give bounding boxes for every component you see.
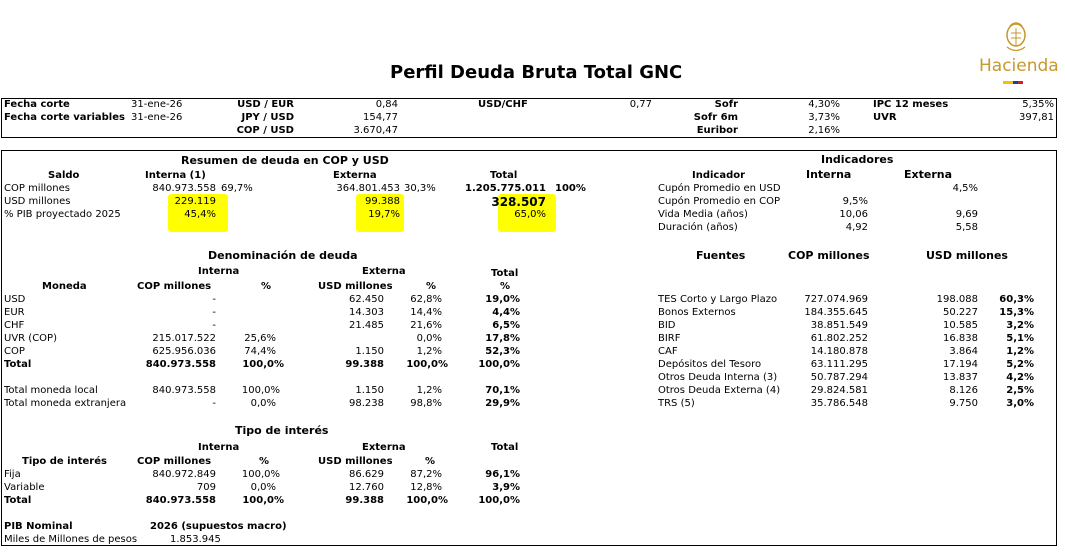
- fuente-pct: 3,2%: [1006, 320, 1034, 331]
- resumen-row-label: % PIB proyectado 2025: [4, 209, 121, 220]
- denominacion-h-pct3: %: [500, 281, 511, 292]
- denominacion-h-externa: Externa: [362, 266, 406, 277]
- fuentes-title: Fuentes: [696, 249, 746, 262]
- uvr-label: UVR: [873, 112, 897, 123]
- indicador-label: Vida Media (años): [658, 209, 748, 220]
- indicador-externa: 5,58: [955, 222, 978, 233]
- denominacion-cell: 1,2%: [416, 346, 442, 357]
- fuente-usd: 17.194: [943, 359, 978, 370]
- page-title: Perfil Deuda Bruta Total GNC: [390, 62, 683, 83]
- fuente-pct: 5,2%: [1006, 359, 1034, 370]
- interes-cell: 840.973.558: [145, 495, 216, 506]
- fuente-cop: 38.851.549: [810, 320, 868, 331]
- resumen-cell: 69,7%: [221, 183, 253, 194]
- coat-of-arms-icon: [1002, 20, 1030, 54]
- denominacion-cell: 14.303: [349, 307, 384, 318]
- denominacion-h-usd: USD millones: [318, 281, 393, 292]
- interes-cell: 709: [196, 482, 216, 493]
- interes-row-label: Fija: [4, 469, 21, 480]
- resumen-cell: 100%: [555, 183, 586, 194]
- resumen-row-label: USD millones: [4, 196, 71, 207]
- fuente-usd: 10.585: [943, 320, 978, 331]
- fuente-pct: 15,3%: [999, 307, 1034, 318]
- fuente-usd: 13.837: [943, 372, 978, 383]
- logo-text: Hacienda: [979, 56, 1059, 76]
- resumen-cell: 229.119: [174, 196, 216, 207]
- denominacion-cell: 99.388: [345, 359, 384, 370]
- usd-chf-value: 0,77: [629, 99, 652, 110]
- interes-cell: 100,0%: [406, 495, 448, 506]
- interes-cell: 12.760: [349, 482, 384, 493]
- pib-year-label: 2026 (supuestos macro): [150, 521, 287, 532]
- denominacion-row-label: USD: [4, 294, 26, 305]
- fuente-usd: 8.126: [949, 385, 978, 396]
- resumen-h-interna: Interna (1): [145, 170, 206, 181]
- fuente-label: BIRF: [658, 333, 681, 344]
- fuente-cop: 14.180.878: [810, 346, 868, 357]
- fuente-cop: 727.074.969: [804, 294, 868, 305]
- fuente-cop: 35.786.548: [810, 398, 868, 409]
- denominacion-row-label: COP: [4, 346, 25, 357]
- resumen-h-saldo: Saldo: [48, 170, 80, 181]
- denominacion-row-label: Total moneda local: [4, 385, 98, 396]
- interes-cell: 99.388: [345, 495, 384, 506]
- denominacion-cell: 840.973.558: [152, 385, 216, 396]
- fuente-cop: 61.802.252: [810, 333, 868, 344]
- denominacion-cell: 215.017.522: [152, 333, 216, 344]
- interes-cell: 96,1%: [485, 469, 520, 480]
- fuente-usd: 9.750: [949, 398, 978, 409]
- flag-stripe-yellow: [1003, 81, 1013, 84]
- resumen-h-total: Total: [490, 170, 518, 181]
- denominacion-cell: 74,4%: [244, 346, 276, 357]
- indicadores-title: Indicadores: [821, 153, 894, 166]
- pib-label: PIB Nominal: [4, 521, 73, 532]
- interes-cell: 100,0%: [478, 495, 520, 506]
- denominacion-cell: 21,6%: [410, 320, 442, 331]
- interes-title: Tipo de interés: [235, 424, 329, 437]
- indicador-externa: 4,5%: [952, 183, 978, 194]
- denominacion-cell: 17,8%: [485, 333, 520, 344]
- interes-h-externa: Externa: [362, 442, 406, 453]
- denominacion-title: Denominación de deuda: [208, 249, 358, 262]
- fuente-label: TRS (5): [658, 398, 695, 409]
- interes-cell: 100,0%: [241, 469, 280, 480]
- denominacion-cell: 14,4%: [410, 307, 442, 318]
- denominacion-cell: 625.956.036: [152, 346, 216, 357]
- denominacion-cell: 0,0%: [416, 333, 442, 344]
- cop-usd-value: 3.670,47: [353, 125, 398, 136]
- resumen-cell: 65,0%: [514, 209, 546, 220]
- usd-eur-value: 0,84: [375, 99, 398, 110]
- denominacion-row-label: UVR (COP): [4, 333, 57, 344]
- denominacion-row-label: Total: [4, 359, 32, 370]
- fuente-cop: 63.111.295: [810, 359, 868, 370]
- resumen-cell: 364.801.453: [336, 183, 400, 194]
- ipc-label: IPC 12 meses: [873, 99, 949, 110]
- denominacion-cell: 0,0%: [250, 398, 276, 409]
- denominacion-row-label: Total moneda extranjera: [4, 398, 127, 409]
- indicador-label: Cupón Promedio en USD: [658, 183, 781, 194]
- sofr6m-value: 3,73%: [808, 112, 840, 123]
- indicadores-h-indicador: Indicador: [692, 170, 746, 181]
- sofr-label: Sofr: [714, 99, 738, 110]
- interes-row-label: Total: [4, 495, 32, 506]
- interes-cell: 3,9%: [492, 482, 520, 493]
- fuentes-h-cop: COP millones: [788, 249, 870, 262]
- interes-cell: 0,0%: [250, 482, 276, 493]
- denominacion-cell: 100,0%: [241, 385, 280, 396]
- fuente-label: Otros Deuda Interna (3): [658, 372, 778, 383]
- denominacion-cell: 1.150: [355, 346, 384, 357]
- indicador-interna: 4,92: [845, 222, 868, 233]
- denominacion-cell: 840.973.558: [145, 359, 216, 370]
- euribor-label: Euribor: [696, 125, 738, 136]
- denominacion-cell: 62.450: [349, 294, 384, 305]
- fuente-pct: 4,2%: [1006, 372, 1034, 383]
- resumen-row-label: COP millones: [4, 183, 70, 194]
- denominacion-cell: 4,4%: [492, 307, 520, 318]
- fecha-corte-value: 31-ene-26: [131, 99, 183, 110]
- denominacion-h-interna: Interna: [198, 266, 240, 277]
- cop-usd-label: COP / USD: [236, 125, 294, 136]
- denominacion-cell: 98.238: [349, 398, 384, 409]
- interes-h-cop: COP millones: [137, 456, 212, 467]
- fecha-corte-var-value: 31-ene-26: [131, 112, 183, 123]
- denominacion-cell: 1.150: [355, 385, 384, 396]
- indicadores-h-interna: Interna: [806, 168, 852, 181]
- usd-chf-label: USD/CHF: [478, 99, 528, 110]
- denominacion-h-total: Total: [491, 268, 519, 279]
- fuente-usd: 198.088: [936, 294, 978, 305]
- denominacion-cell: 100,0%: [478, 359, 520, 370]
- fuente-label: Bonos Externos: [658, 307, 736, 318]
- denominacion-cell: -: [212, 320, 216, 331]
- fuente-cop: 50.787.294: [810, 372, 868, 383]
- fuentes-h-usd: USD millones: [926, 249, 1008, 262]
- fuente-label: Depósitos del Tesoro: [658, 359, 762, 370]
- indicador-externa: 9,69: [955, 209, 978, 220]
- interes-h-total: Total: [491, 442, 519, 453]
- jpy-usd-label: JPY / USD: [241, 112, 294, 123]
- denominacion-h-pct: %: [261, 281, 272, 292]
- usd-eur-label: USD / EUR: [237, 99, 294, 110]
- interes-cell: 840.972.849: [152, 469, 216, 480]
- denominacion-cell: -: [212, 294, 216, 305]
- indicador-interna: 10,06: [839, 209, 868, 220]
- interes-cell: 86.629: [349, 469, 384, 480]
- denominacion-cell: 25,6%: [244, 333, 276, 344]
- fuente-pct: 3,0%: [1006, 398, 1034, 409]
- denominacion-cell: -: [212, 398, 216, 409]
- resumen-cell: 328.507: [491, 195, 546, 209]
- fuente-pct: 60,3%: [999, 294, 1034, 305]
- interes-h-pct2: %: [425, 456, 436, 467]
- denominacion-cell: 1,2%: [416, 385, 442, 396]
- sofr-value: 4,30%: [808, 99, 840, 110]
- pib-value: 1.853.945: [170, 534, 221, 545]
- flag-stripe-red: [1018, 81, 1023, 84]
- fuente-pct: 1,2%: [1006, 346, 1034, 357]
- fecha-corte-label: Fecha corte: [4, 99, 70, 110]
- denominacion-cell: 21.485: [349, 320, 384, 331]
- ipc-value: 5,35%: [1022, 99, 1054, 110]
- denominacion-row-label: CHF: [4, 320, 25, 331]
- denominacion-cell: 6,5%: [492, 320, 520, 331]
- fuente-usd: 16.838: [943, 333, 978, 344]
- fecha-corte-var-label: Fecha corte variables: [4, 112, 125, 123]
- resumen-cell: 840.973.558: [152, 183, 216, 194]
- interes-h-usd: USD millones: [318, 456, 393, 467]
- fuente-label: Otros Deuda Externa (4): [658, 385, 781, 396]
- fuente-usd: 3.864: [949, 346, 978, 357]
- interes-cell: 12,8%: [410, 482, 442, 493]
- pib-unit-label: Miles de Millones de pesos: [4, 534, 138, 545]
- uvr-value: 397,81: [1019, 112, 1054, 123]
- indicador-label: Cupón Promedio en COP: [658, 196, 781, 207]
- denominacion-cell: 19,0%: [485, 294, 520, 305]
- resumen-cell: 30,3%: [404, 183, 436, 194]
- interes-cell: 87,2%: [410, 469, 442, 480]
- indicador-interna: 9,5%: [842, 196, 868, 207]
- euribor-value: 2,16%: [808, 125, 840, 136]
- denominacion-h-pct2: %: [426, 281, 437, 292]
- denominacion-h-moneda: Moneda: [42, 281, 87, 292]
- indicador-label: Duración (años): [658, 222, 738, 233]
- denominacion-cell: 62,8%: [410, 294, 442, 305]
- interes-cell: 100,0%: [242, 495, 284, 506]
- fuente-pct: 2,5%: [1006, 385, 1034, 396]
- resumen-cell: 45,4%: [184, 209, 216, 220]
- denominacion-cell: -: [212, 307, 216, 318]
- denominacion-h-cop: COP millones: [137, 281, 212, 292]
- interes-h-pct: %: [259, 456, 270, 467]
- indicadores-h-externa: Externa: [904, 168, 953, 181]
- denominacion-row-label: EUR: [4, 307, 25, 318]
- fuente-usd: 50.227: [943, 307, 978, 318]
- fuente-label: BID: [658, 320, 676, 331]
- fuente-label: TES Corto y Largo Plazo: [658, 294, 778, 305]
- jpy-usd-value: 154,77: [363, 112, 398, 123]
- denominacion-cell: 70,1%: [485, 385, 520, 396]
- fuente-pct: 5,1%: [1006, 333, 1034, 344]
- fuente-cop: 184.355.645: [804, 307, 868, 318]
- denominacion-cell: 29,9%: [485, 398, 520, 409]
- sofr6m-label: Sofr 6m: [693, 112, 738, 123]
- denominacion-cell: 98,8%: [410, 398, 442, 409]
- denominacion-cell: 100,0%: [406, 359, 448, 370]
- fuente-cop: 29.824.581: [810, 385, 868, 396]
- resumen-h-externa: Externa: [333, 170, 377, 181]
- resumen-title: Resumen de deuda en COP y USD: [181, 154, 389, 167]
- denominacion-cell: 52,3%: [485, 346, 520, 357]
- denominacion-cell: 100,0%: [242, 359, 284, 370]
- resumen-cell: 99.388: [365, 196, 400, 207]
- interes-row-label: Variable: [4, 482, 45, 493]
- interes-h-tipo: Tipo de interés: [22, 456, 107, 467]
- fuente-label: CAF: [658, 346, 678, 357]
- resumen-cell: 1.205.775.011: [465, 183, 546, 194]
- resumen-cell: 19,7%: [368, 209, 400, 220]
- interes-h-interna: Interna: [198, 442, 240, 453]
